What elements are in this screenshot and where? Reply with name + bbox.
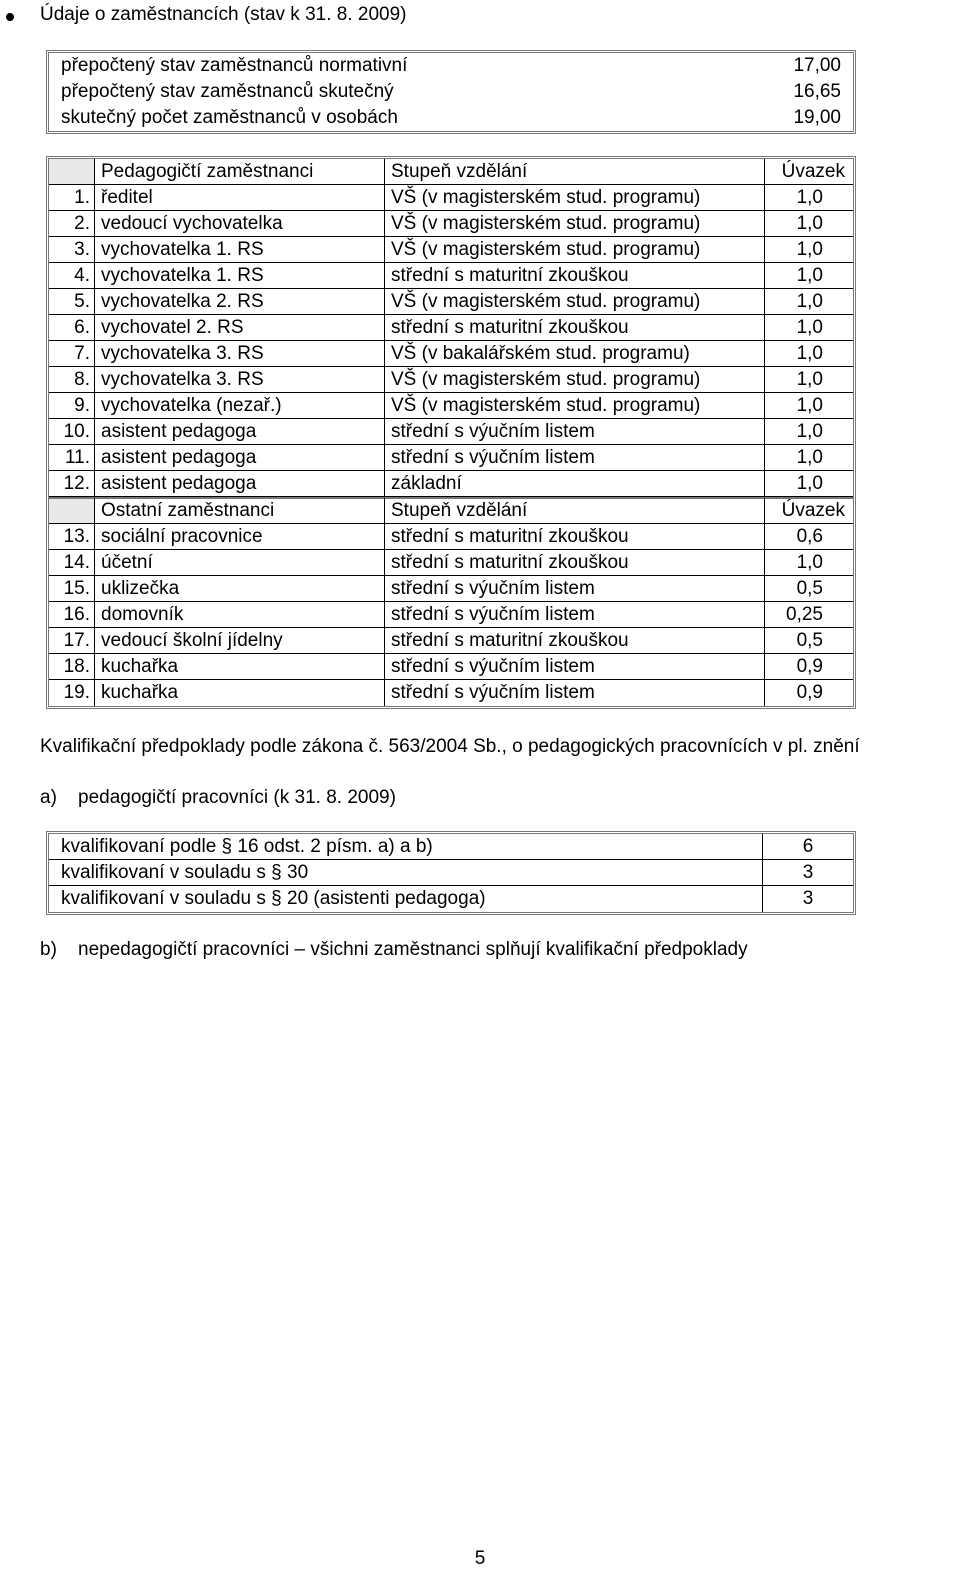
staff-role: účetní: [95, 550, 385, 576]
qualification-table: [46, 831, 856, 915]
staff-role: ředitel: [95, 185, 385, 211]
staff-role: vychovatel 2. RS: [95, 315, 385, 341]
row-number: 12.: [49, 471, 95, 497]
work-load: 1,0: [765, 419, 853, 445]
qualification-label: kvalifikovaní v souladu s § 30: [49, 860, 763, 886]
education-level: střední s výučním listem: [385, 680, 765, 706]
staff-role: asistent pedagoga: [95, 471, 385, 497]
table-header-row: [49, 497, 853, 524]
education-level: střední s výučním listem: [385, 576, 765, 602]
staff-role: vychovatelka 1. RS: [95, 237, 385, 263]
staff-role: domovník: [95, 602, 385, 628]
column-header-role: Pedagogičtí zaměstnanci: [95, 159, 385, 185]
staff-role: vedoucí školní jídelny: [95, 628, 385, 654]
table-row: [49, 602, 853, 628]
table-row: [49, 654, 853, 680]
row-number: 7.: [49, 341, 95, 367]
education-level: střední s maturitní zkouškou: [385, 263, 765, 289]
table-header-row: [49, 159, 853, 185]
page-number: 5: [474, 1548, 486, 1569]
row-number: 4.: [49, 263, 95, 289]
education-level: střední s maturitní zkouškou: [385, 550, 765, 576]
summary-label: přepočtený stav zaměstnanců normativní: [61, 55, 408, 76]
table-row: [49, 105, 853, 131]
qualification-statement: Kvalifikační předpoklady podle zákona č. 563/2004 Sb., o pedagogických pracovnících v pl. znění: [40, 736, 860, 757]
work-load: 1,0: [765, 471, 853, 497]
staff-role: asistent pedagoga: [95, 419, 385, 445]
education-level: VŠ (v magisterském stud. programu): [385, 393, 765, 419]
qualification-label: kvalifikovaní v souladu s § 20 (asistenti pedagoga): [49, 886, 763, 912]
staff-role: vychovatelka 2. RS: [95, 289, 385, 315]
qualification-count: 6: [763, 834, 853, 860]
table-row: [49, 680, 853, 706]
header-number-cell: [49, 497, 95, 524]
table-row: [49, 367, 853, 393]
work-load: 0,5: [765, 576, 853, 602]
staff-role: vychovatelka 3. RS: [95, 367, 385, 393]
row-number: 3.: [49, 237, 95, 263]
work-load: 1,0: [765, 185, 853, 211]
table-row: [49, 393, 853, 419]
staff-role: asistent pedagoga: [95, 445, 385, 471]
work-load: 1,0: [765, 315, 853, 341]
education-level: střední s výučním listem: [385, 445, 765, 471]
table-row: [49, 471, 853, 497]
work-load: 1,0: [765, 445, 853, 471]
row-number: 8.: [49, 367, 95, 393]
section-heading: Údaje o zaměstnancích (stav k 31. 8. 2009): [40, 4, 407, 25]
section-a-label: a): [40, 787, 57, 808]
row-number: 1.: [49, 185, 95, 211]
table-row: [49, 628, 853, 654]
education-level: střední s maturitní zkouškou: [385, 315, 765, 341]
section-a-text: pedagogičtí pracovníci (k 31. 8. 2009): [78, 787, 396, 808]
education-level: VŠ (v magisterském stud. programu): [385, 367, 765, 393]
education-level: střední s výučním listem: [385, 419, 765, 445]
row-number: 6.: [49, 315, 95, 341]
table-row: [49, 53, 853, 79]
column-header-education: Stupeň vzdělání: [385, 497, 765, 524]
education-level: střední s výučním listem: [385, 602, 765, 628]
table-row: [49, 79, 853, 105]
table-row: [49, 419, 853, 445]
education-level: VŠ (v magisterském stud. programu): [385, 211, 765, 237]
table-row: [49, 263, 853, 289]
qualification-count: 3: [763, 860, 853, 886]
table-row: [49, 860, 853, 886]
section-b-text: nepedagogičtí pracovníci – všichni zaměstnanci splňují kvalifikační předpoklady: [78, 939, 748, 960]
table-row: [49, 834, 853, 860]
row-number: 17.: [49, 628, 95, 654]
table-row: [49, 524, 853, 550]
table-row: [49, 341, 853, 367]
work-load: 0,5: [765, 628, 853, 654]
row-number: 15.: [49, 576, 95, 602]
column-header-load: Úvazek: [765, 497, 853, 524]
table-row: [49, 315, 853, 341]
staff-role: vychovatelka 3. RS: [95, 341, 385, 367]
row-number: 18.: [49, 654, 95, 680]
row-number: 9.: [49, 393, 95, 419]
section-b: [40, 938, 748, 962]
row-number: 16.: [49, 602, 95, 628]
education-level: střední s maturitní zkouškou: [385, 524, 765, 550]
staff-role: vychovatelka 1. RS: [95, 263, 385, 289]
column-header-education: Stupeň vzdělání: [385, 159, 765, 185]
staff-role: vychovatelka (nezař.): [95, 393, 385, 419]
staff-table-body: [49, 159, 853, 706]
table-row: [49, 237, 853, 263]
qualification-label: kvalifikovaní podle § 16 odst. 2 písm. a) a b): [49, 834, 763, 860]
education-level: VŠ (v magisterském stud. programu): [385, 289, 765, 315]
work-load: 1,0: [765, 289, 853, 315]
row-number: 11.: [49, 445, 95, 471]
row-number: 10.: [49, 419, 95, 445]
summary-value: 19,00: [793, 107, 841, 128]
table-row: [49, 289, 853, 315]
work-load: 1,0: [765, 211, 853, 237]
work-load: 0,6: [765, 524, 853, 550]
row-number: 5.: [49, 289, 95, 315]
work-load: 1,0: [765, 237, 853, 263]
staff-role: vedoucí vychovatelka: [95, 211, 385, 237]
education-level: VŠ (v bakalářském stud. programu): [385, 341, 765, 367]
staff-role: uklizečka: [95, 576, 385, 602]
staff-role: kuchařka: [95, 654, 385, 680]
education-level: základní: [385, 471, 765, 497]
row-number: 19.: [49, 680, 95, 706]
education-level: VŠ (v magisterském stud. programu): [385, 185, 765, 211]
staff-table: [46, 156, 856, 709]
education-level: střední s maturitní zkouškou: [385, 628, 765, 654]
education-level: VŠ (v magisterském stud. programu): [385, 237, 765, 263]
row-number: 14.: [49, 550, 95, 576]
work-load: 1,0: [765, 263, 853, 289]
work-load: 1,0: [765, 341, 853, 367]
section-a: [40, 786, 396, 810]
summary-table: [46, 50, 856, 134]
summary-label: skutečný počet zaměstnanců v osobách: [61, 107, 398, 128]
section-b-label: b): [40, 939, 57, 960]
work-load: 1,0: [765, 393, 853, 419]
summary-value: 17,00: [793, 55, 841, 76]
table-row: [49, 445, 853, 471]
work-load: 0,9: [796, 682, 823, 703]
bullet-icon: [6, 13, 14, 21]
table-row: [49, 211, 853, 237]
column-header-load: Úvazek: [765, 159, 853, 185]
table-row: [49, 185, 853, 211]
work-load: 1,0: [765, 550, 853, 576]
table-row: [49, 576, 853, 602]
work-load: 0,9: [765, 654, 853, 680]
work-load: 1,0: [765, 367, 853, 393]
table-row: [49, 550, 853, 576]
row-number: 2.: [49, 211, 95, 237]
education-level: střední s výučním listem: [385, 654, 765, 680]
staff-role: sociální pracovnice: [95, 524, 385, 550]
summary-value: 16,65: [793, 81, 841, 102]
header-number-cell: [49, 159, 95, 185]
table-row: [49, 886, 853, 912]
staff-role: kuchařka: [95, 680, 385, 706]
qualification-count: 3: [802, 888, 814, 909]
row-number: 13.: [49, 524, 95, 550]
column-header-role: Ostatní zaměstnanci: [95, 497, 385, 524]
summary-label: přepočtený stav zaměstnanců skutečný: [61, 81, 394, 102]
work-load: 0,25: [765, 602, 853, 628]
